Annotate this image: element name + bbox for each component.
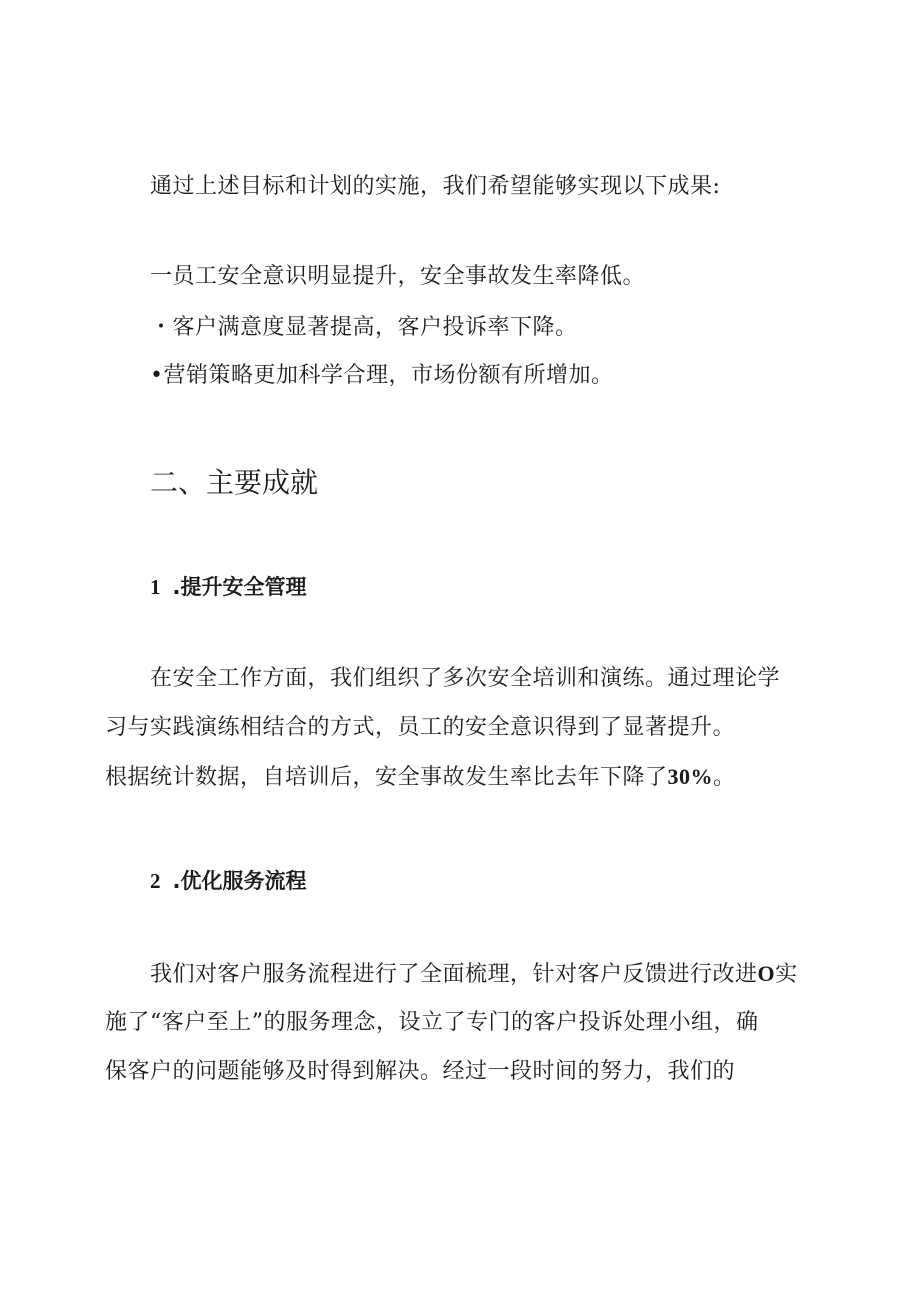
intro-paragraph: 通过上述目标和计划的实施，我们希望能够实现以下成果: [150,174,721,199]
statistic-value: 30% [667,764,714,789]
paragraph-1-line-3 [105,762,736,793]
paragraph-2-line-2: 施了“客户至上”的服务理念，设立了专门的客户投诉处理小组，确 [105,1010,759,1035]
subsection-heading-2 [150,866,306,896]
section-heading: 二、主要成就 [150,466,319,499]
subsection-heading-1 [150,572,306,602]
paragraph-1-line-2: 习与实践演练相结合的方式，员工的安全意识得到了显著提升。 [105,715,736,740]
result-item-1: 一员工安全意识明显提升，安全事故发生率降低。 [150,264,646,289]
result-item-3: •营销策略更加科学合理，市场份额有所增加。 [150,363,614,388]
paragraph-2-line-1-mark: O [757,961,776,986]
subsection-number-2: 2 [150,869,161,893]
result-item-2: ・客户满意度显著提高，客户投诉率下降。 [150,315,578,340]
subsection-title-2: .优化服务流程 [172,869,307,893]
subsection-number-1: 1 [150,575,161,599]
subsection-title-1: .提升安全管理 [172,575,307,599]
paragraph-2-line-1 [150,959,798,990]
paragraph-2-line-1-text: 我们对客户服务流程进行了全面梳理，针对客户反馈进行改进 [150,962,758,987]
paragraph-1-line-3-end: 。 [713,765,736,790]
paragraph-2-line-1-end: 实 [775,962,798,987]
paragraph-2-line-3: 保客户的问题能够及时得到解决。经过一段时间的努力，我们的 [105,1059,736,1084]
paragraph-1-line-3-text: 根据统计数据，自培训后，安全事故发生率比去年下降了 [105,765,668,790]
paragraph-1-line-1: 在安全工作方面，我们组织了多次安全培训和演练。通过理论学 [150,666,781,691]
